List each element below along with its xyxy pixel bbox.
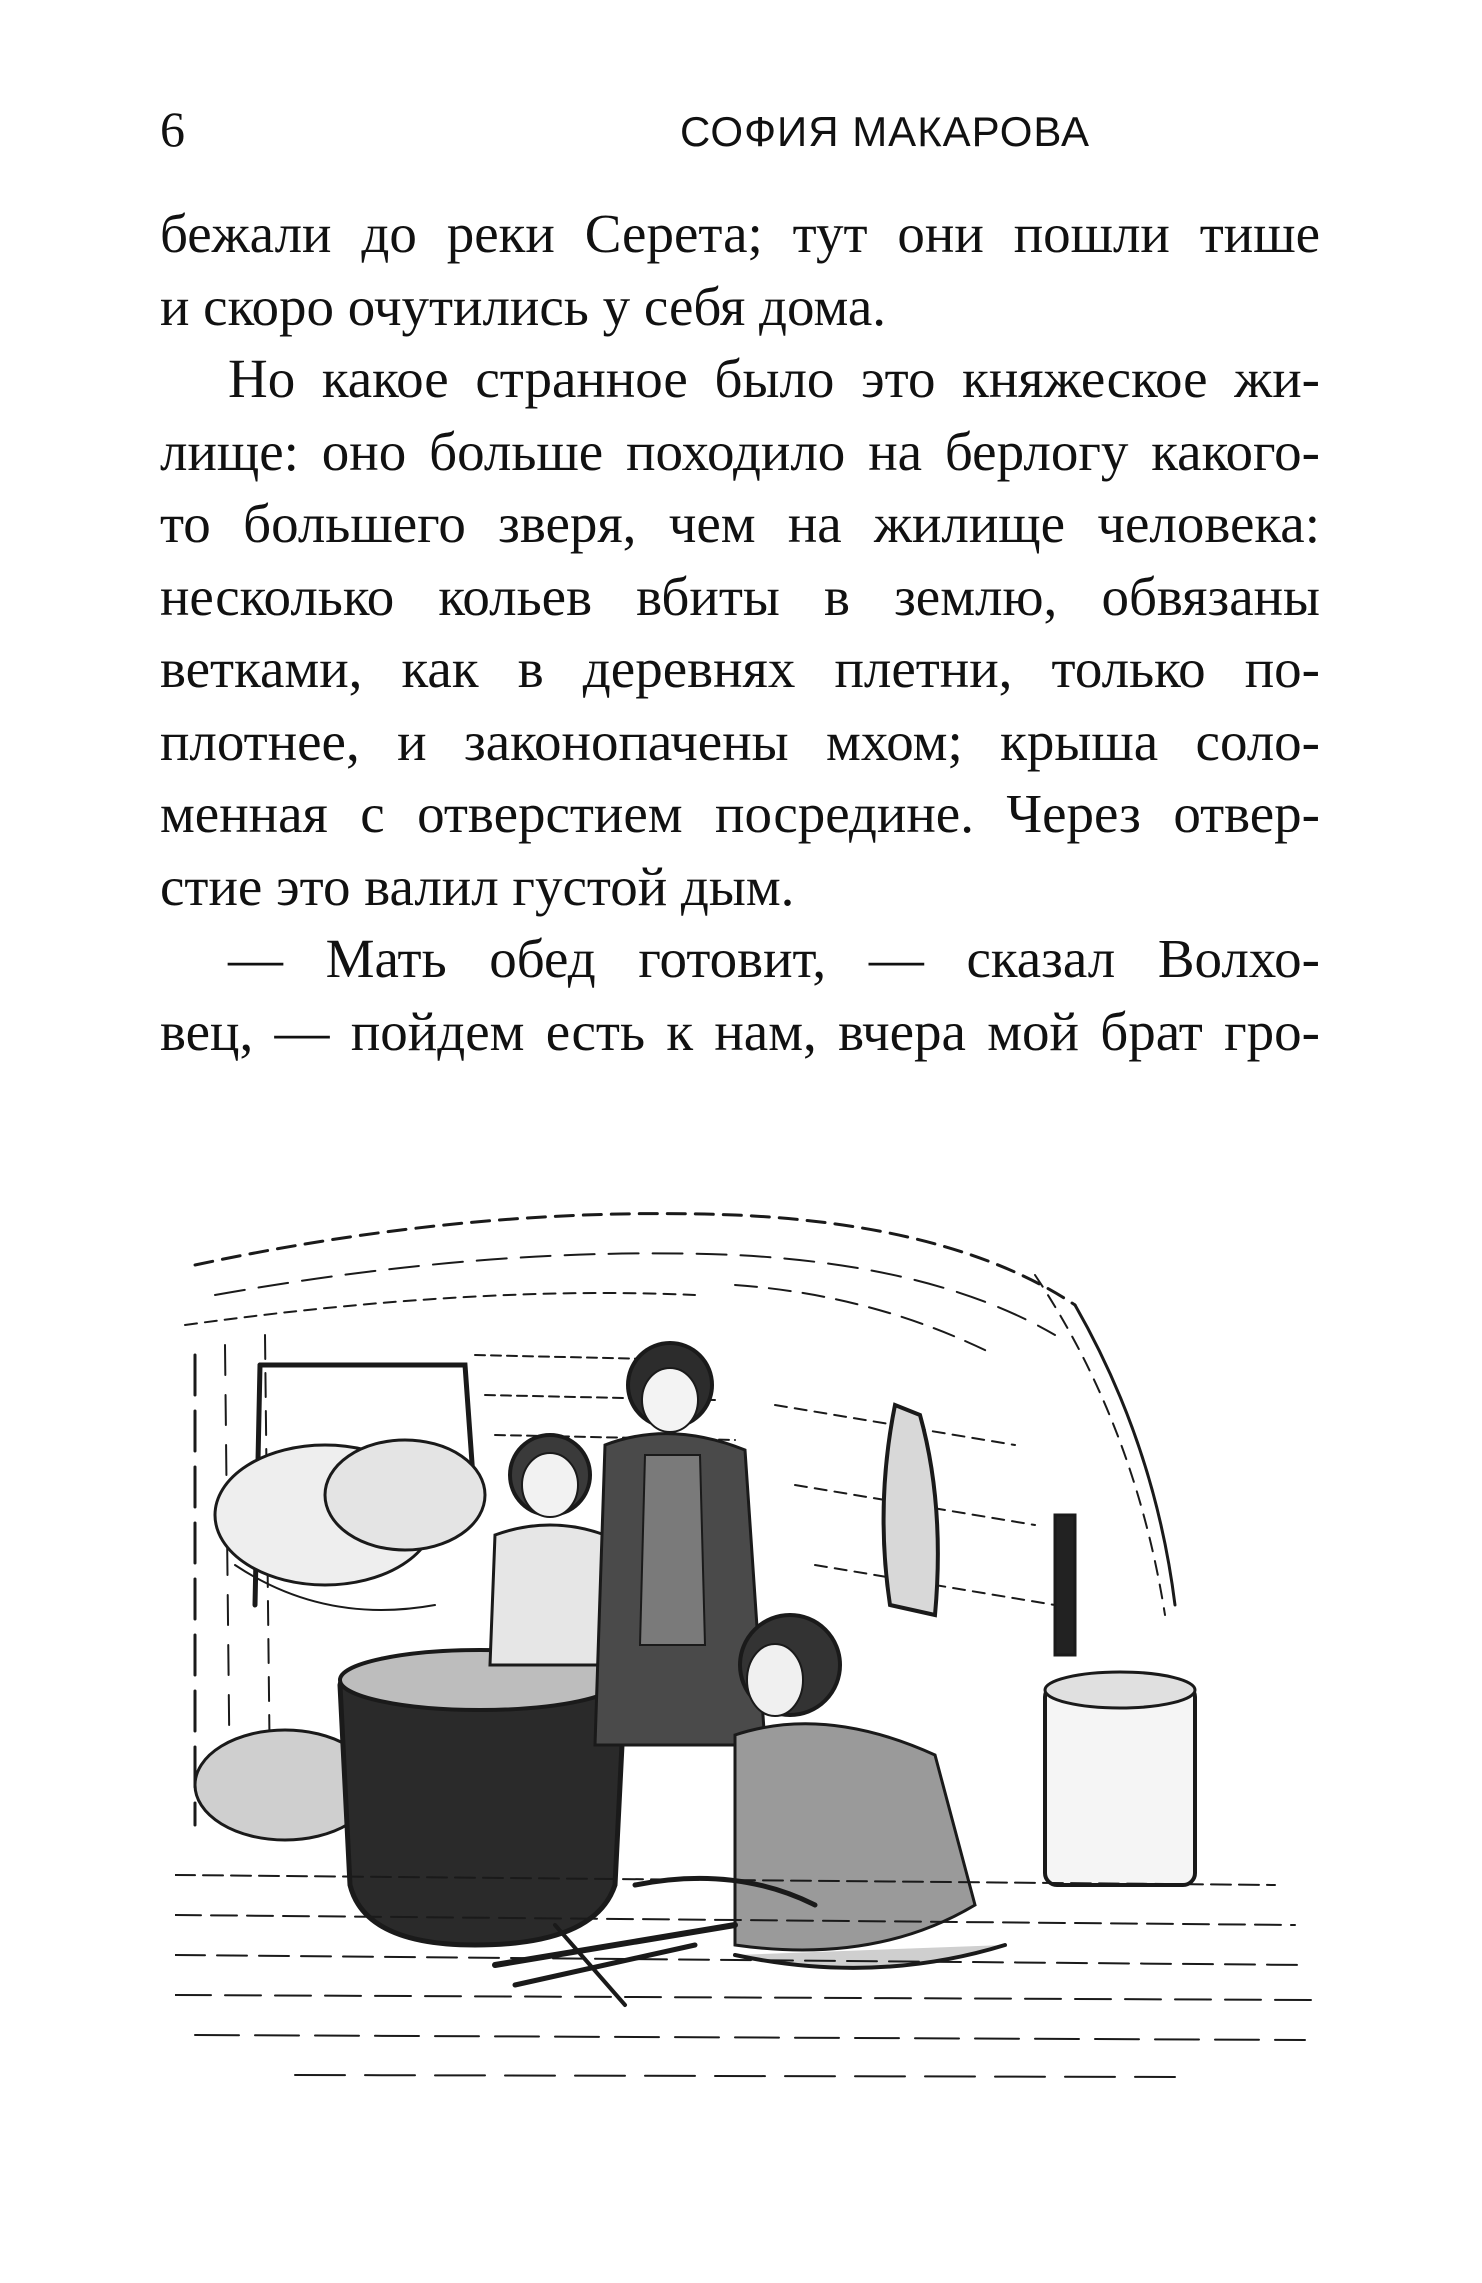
text-line: несколько кольев вбиты в землю, обвязаны [160,565,1320,627]
text-line: то большего зверя, чем на жилище человека: [160,493,1320,554]
text-line: бежали до реки Серета; тут они пошли тише [160,203,1320,264]
text-line: менная с отверстием посредине. Через отвер- [160,783,1320,844]
engraving-illustration [175,1185,1320,2105]
text-line: плотнее, и законопачены мхом; крыша соло- [160,710,1320,772]
running-head: СОФИЯ МАКАРОВА [680,108,1091,155]
text-line: — Мать обед готовит, — сказал Волхо- [228,928,1320,989]
text-line: Но какое странное было это княжеское жи- [228,348,1320,409]
text-line: стие это валил густой дым. [160,855,795,917]
text-line: лище: оно больше походило на берлогу какого- [160,420,1320,482]
body-text [160,198,1320,1068]
page-number: 6 [160,101,185,157]
engraving-hut-interior-icon [175,1185,1320,2105]
text-line: вец, — пойдем есть к нам, вчера мой брат гро- [160,1000,1320,1062]
text-line: ветками, как в деревнях плетни, только по- [160,638,1320,699]
page-header [160,100,1320,170]
text-line: и скоро очутились у себя дома. [160,275,887,337]
